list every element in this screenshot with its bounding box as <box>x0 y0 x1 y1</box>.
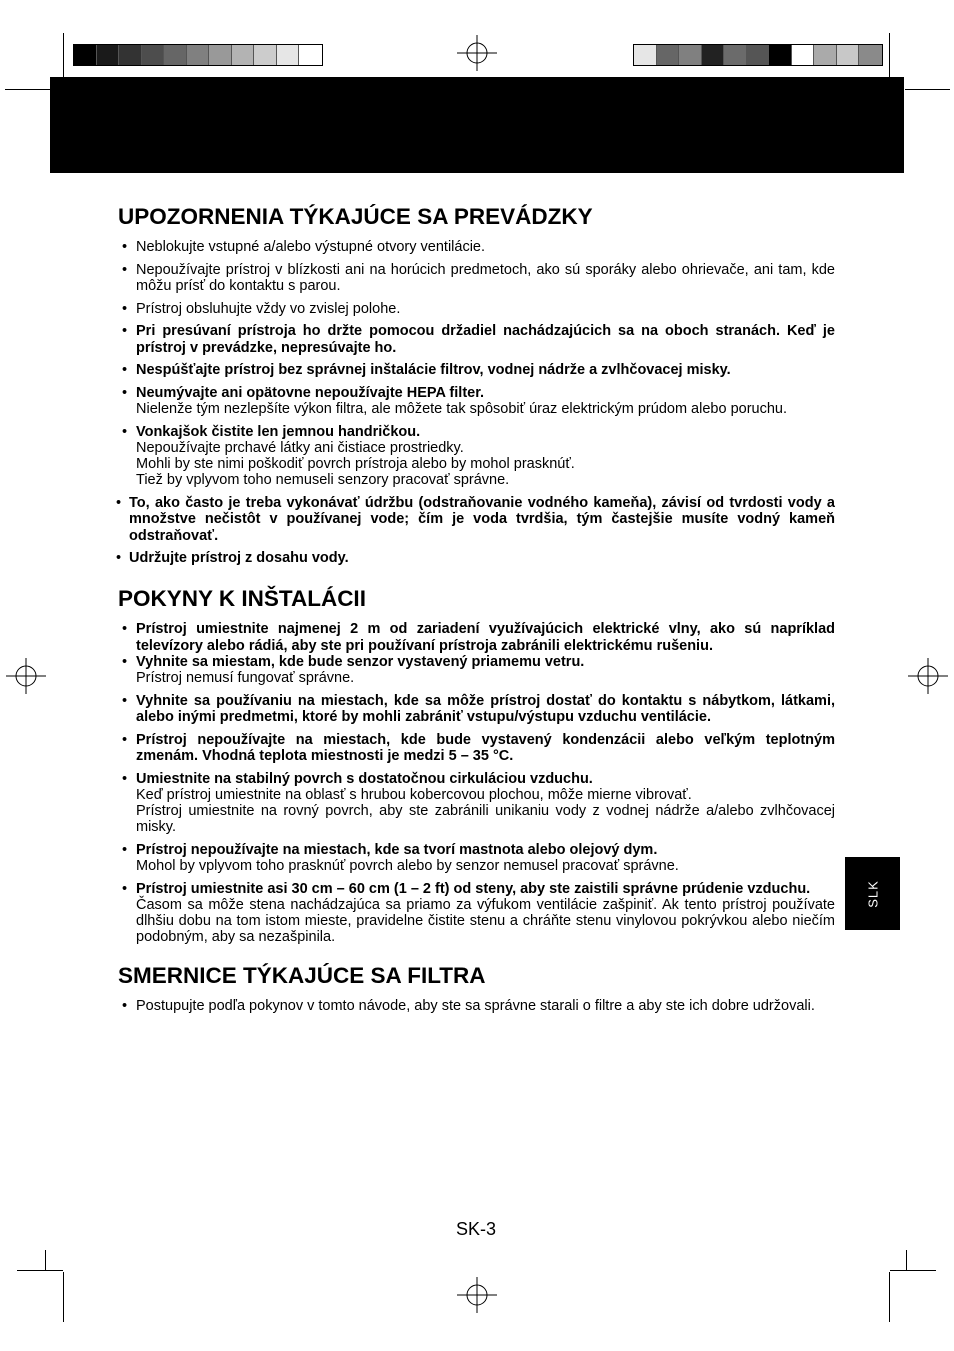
color-swatch <box>164 45 187 65</box>
registration-mark-icon <box>457 33 497 73</box>
page-content <box>118 203 835 1020</box>
list-item-text: Keď prístroj umiestnite na oblasť s hrubou kobercovou plochou, môže mierne vibrovať. <box>136 786 692 803</box>
list-item <box>118 424 835 489</box>
color-swatch <box>142 45 165 65</box>
list-item-text: Nielenže tým nezlepšíte výkon filtra, ale môžete tak spôsobiť úraz elektrickým prúdom alebo poruchu. <box>136 401 787 418</box>
list-item-text: Nepoužívajte prchavé látky ani čistiace prostriedky. <box>136 440 464 457</box>
list-item <box>118 239 835 255</box>
color-swatch <box>769 45 792 65</box>
list-item <box>118 385 835 417</box>
color-swatch <box>814 45 837 65</box>
crop-mark <box>17 1270 63 1271</box>
list-item-heading: • To, ako často je treba vykonávať údržbu (odstraňovanie vodného kameňa), závisí od tvrdosti vody a množstve nečistôt v používanej vode; čím je voda tvrdšia, tým častejšie musíte vodný kameň odstraňovať. <box>129 495 835 544</box>
language-tab <box>845 857 900 930</box>
page-number: SK-3 <box>456 1219 497 1239</box>
section-title: POKYNY K INŠTALÁCII <box>118 586 366 612</box>
registration-mark-icon <box>908 656 948 696</box>
list-item <box>118 621 835 653</box>
list-item-heading: • Vonkajšok čistite len jemnou handričkou. <box>136 423 421 440</box>
list-item-heading: • Pri presúvaní prístroja ho držte pomocou držadiel nachádzajúcich sa na oboch stranách. Keď je prístroj v prevádzke, nepresúvajte ho. <box>136 323 835 356</box>
list-item <box>118 654 835 686</box>
crop-mark <box>906 1250 907 1270</box>
list-item-text: Časom sa môže stena nachádzajúca sa priamo za výfukom ventilácie zašpiniť. Ak tento prístroj používate dlhšiu dobu na tom istom mieste, pravidelne čistite stenu a chráňte stenu vinylovou pokrývkou alebo niečím podobným, aby sa nezašpinila. <box>136 897 835 946</box>
list-item <box>118 732 835 764</box>
list-item-heading: • Neumývajte ani opätovne nepoužívajte HEPA filter. <box>136 384 485 401</box>
list-item-text: Mohol by vplyvom toho prasknúť povrch alebo by senzor nemusel pracovať správne. <box>136 858 679 875</box>
list-item <box>118 301 835 317</box>
list-item-text: Mohli by ste nimi poškodiť povrch prístroja alebo by mohol prasknúť. <box>136 456 575 473</box>
list-item-heading: • Vyhnite sa miestam, kde bude senzor vystavený priamemu vetru. <box>136 653 585 670</box>
list-item-text: • Neblokujte vstupné a/alebo výstupné otvory ventilácie. <box>136 239 486 255</box>
crop-mark <box>890 1270 936 1271</box>
color-calibration-bar <box>73 44 323 66</box>
language-tab-label: SLK <box>865 879 880 908</box>
color-swatch <box>702 45 725 65</box>
color-swatch <box>657 45 680 65</box>
list-item-text: Prístroj nemusí fungovať správne. <box>136 670 355 687</box>
color-swatch <box>97 45 120 65</box>
color-swatch <box>74 45 97 65</box>
section-title: UPOZORNENIA TÝKAJÚCE SA PREVÁDZKY <box>118 204 593 229</box>
color-swatch <box>277 45 300 65</box>
section-title: SMERNICE TÝKAJÚCE SA FILTRA <box>118 962 486 988</box>
crop-mark <box>63 1272 64 1322</box>
crop-mark <box>889 1272 890 1322</box>
color-swatch <box>747 45 770 65</box>
bullet-list <box>118 998 835 1014</box>
color-swatch <box>634 45 657 65</box>
color-swatch <box>254 45 277 65</box>
list-item <box>118 550 835 566</box>
list-item <box>118 323 835 355</box>
list-item <box>118 842 835 874</box>
registration-mark-icon <box>457 1275 497 1315</box>
color-swatch <box>187 45 210 65</box>
list-item <box>118 693 835 725</box>
color-swatch <box>119 45 142 65</box>
list-item-heading: • Prístroj umiestnite asi 30 cm – 60 cm (1 – 2 ft) od steny, aby ste zaistili správne prúdenie vzduchu. <box>136 880 811 897</box>
registration-mark-icon <box>6 656 46 696</box>
header-banner <box>50 77 904 173</box>
list-item-text: • Nepoužívajte prístroj v blízkosti ani na horúcich predmetoch, ako sú sporáky alebo ohrievače, ani tam, kde môžu prísť do kontaktu s parou. <box>136 261 835 294</box>
crop-mark <box>5 89 50 90</box>
color-calibration-bar <box>633 44 883 66</box>
list-item-heading: • Udržujte prístroj z dosahu vody. <box>129 550 349 567</box>
list-item-text: • Prístroj obsluhujte vždy vo zvislej polohe. <box>136 300 401 317</box>
list-item <box>118 495 835 544</box>
bullet-list <box>118 239 835 566</box>
crop-mark <box>45 1250 46 1270</box>
color-swatch <box>837 45 860 65</box>
color-swatch <box>724 45 747 65</box>
list-item <box>118 881 835 946</box>
list-item-text: Prístroj umiestnite na rovný povrch, aby ste zabránili unikaniu vody z vodnej nádrže a/alebo zvlhčovacej misky. <box>136 802 835 836</box>
bullet-list <box>118 621 835 945</box>
list-item-heading: • Vyhnite sa používaniu na miestach, kde sa môže prístroj dostať do kontaktu s nábytkom, látkami, alebo inými predmetmi, ktoré by mohli zabrániť vstupu/výstupu vzduchu ventilácie. <box>136 692 835 725</box>
crop-mark <box>905 89 950 90</box>
color-swatch <box>679 45 702 65</box>
list-item <box>118 262 835 294</box>
color-swatch <box>299 45 322 65</box>
list-item-heading: • Nespúšťajte prístroj bez správnej inštalácie filtrov, vodnej nádrže a zvlhčovacej misky. <box>136 362 731 379</box>
list-item-heading: • Prístroj nepoužívajte na miestach, kde sa tvorí mastnota alebo olejový dym. <box>136 841 658 858</box>
color-swatch <box>859 45 882 65</box>
color-swatch <box>232 45 255 65</box>
list-item <box>118 362 835 378</box>
list-item-heading: • Umiestnite na stabilný povrch s dostatočnou cirkuláciou vzduchu. <box>136 770 593 787</box>
list-item-heading: • Prístroj umiestnite najmenej 2 m od zariadení využívajúcich elektrické vlny, ako sú napríklad televízory alebo rádiá, aby ste pri používaní prístroja zabránili elektrickému rušeniu. <box>136 621 835 654</box>
list-item <box>118 771 835 836</box>
list-item-heading: • Prístroj nepoužívajte na miestach, kde bude vystavený kondenzácii alebo veľkým teplotným zmenám. Vhodná teplota miestnosti je medzi 5 – 35 °C. <box>136 731 835 764</box>
color-swatch <box>792 45 815 65</box>
list-item-text: • Postupujte podľa pokynov v tomto návode, aby ste sa správne starali o filtre a aby ste ich dobre udržovali. <box>136 997 815 1014</box>
list-item <box>118 998 835 1014</box>
list-item-text: Tiež by vplyvom toho nemuseli senzory pracovať správne. <box>136 472 510 489</box>
color-swatch <box>209 45 232 65</box>
